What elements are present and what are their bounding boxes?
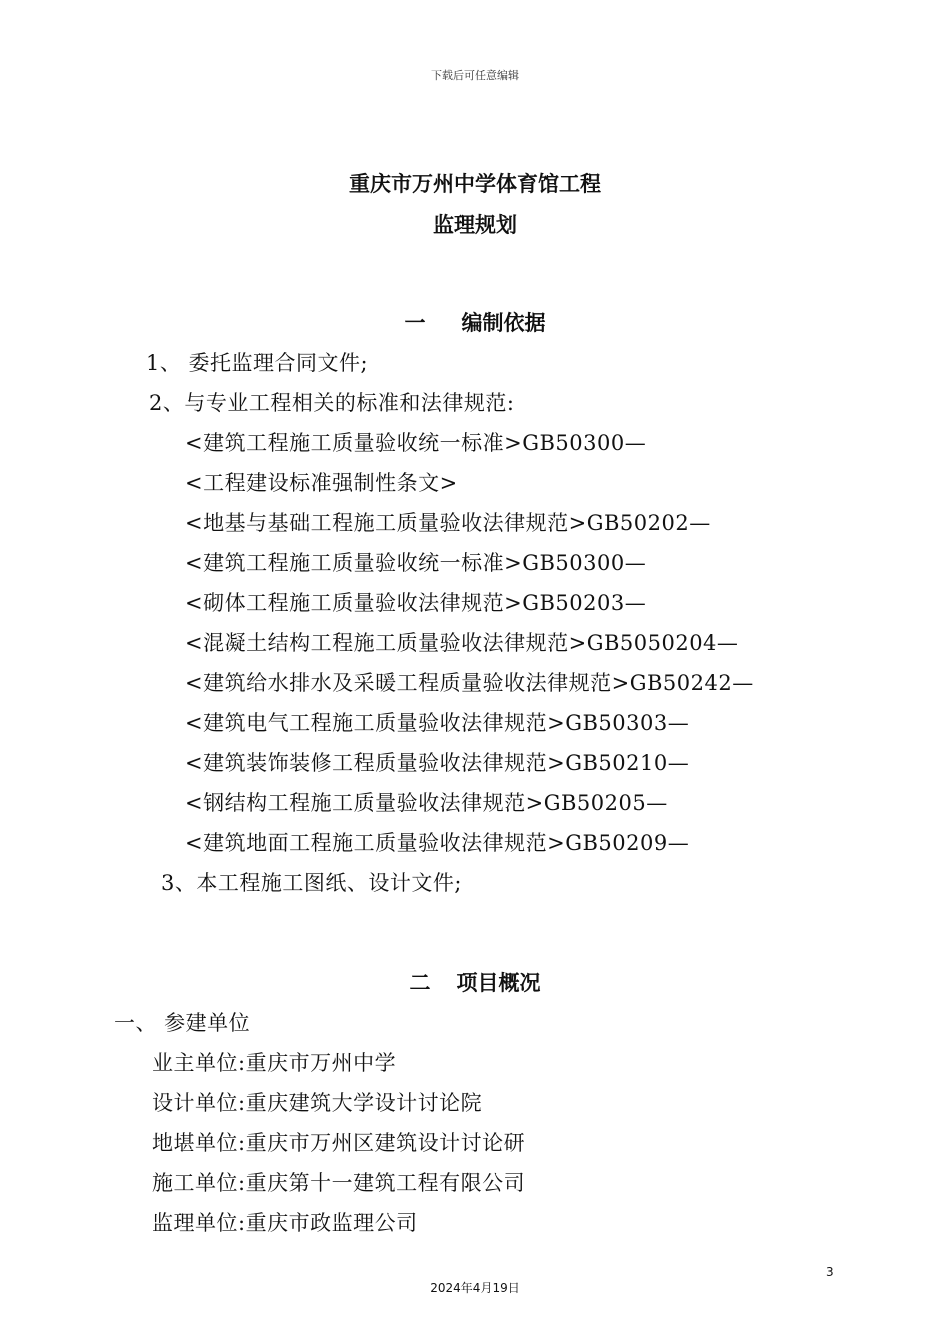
standard-item: <钢结构工程施工质量验收法律规范>GB50205— xyxy=(185,791,668,815)
header-note: 下载后可任意编辑 xyxy=(431,69,519,82)
basis-item: 2、与专业工程相关的标准和法律规范: xyxy=(149,391,515,415)
document-subtitle: 监理规划 xyxy=(433,213,517,237)
standard-item: <建筑电气工程施工质量验收法律规范>GB50303— xyxy=(185,711,690,735)
unit-item: 地堪单位:重庆市万州区建筑设计讨论研 xyxy=(152,1131,526,1155)
standard-item: <建筑给水排水及采暖工程质量验收法律规范>GB50242— xyxy=(185,671,754,695)
standard-item: <建筑工程施工质量验收统一标准>GB50300— xyxy=(185,551,647,575)
document-title: 重庆市万州中学体育馆工程 xyxy=(349,172,601,196)
standard-item: <工程建设标准强制性条文> xyxy=(185,471,458,495)
standard-item: <地基与基础工程施工质量验收法律规范>GB50202— xyxy=(185,511,711,535)
footer-date: 2024年4月19日 xyxy=(430,1281,520,1295)
standard-item: <混凝土结构工程施工质量验收法律规范>GB5050204— xyxy=(185,631,739,655)
basis-item: 3、本工程施工图纸、设计文件; xyxy=(161,871,462,895)
section-2-title: 项目概况 xyxy=(456,971,541,995)
standard-item: <建筑装饰装修工程质量验收法律规范>GB50210— xyxy=(185,751,690,775)
unit-item: 施工单位:重庆第十一建筑工程有限公司 xyxy=(152,1171,526,1195)
unit-item: 监理单位:重庆市政监理公司 xyxy=(152,1211,418,1235)
unit-item: 设计单位:重庆建筑大学设计讨论院 xyxy=(152,1091,483,1115)
standard-item: <建筑地面工程施工质量验收法律规范>GB50209— xyxy=(185,831,690,855)
page-number: 3 xyxy=(826,1265,834,1279)
section-2-number: 二 xyxy=(409,971,431,995)
section-1-heading xyxy=(0,307,950,337)
standard-item: <建筑工程施工质量验收统一标准>GB50300— xyxy=(185,431,647,455)
standard-item: <砌体工程施工质量验收法律规范>GB50203— xyxy=(185,591,647,615)
section-1-number: 一 xyxy=(404,311,426,335)
sub-heading: 一、 参建单位 xyxy=(114,1011,251,1035)
section-2-heading xyxy=(0,967,950,997)
section-1-title: 编制依据 xyxy=(461,311,546,335)
unit-item: 业主单位:重庆市万州中学 xyxy=(152,1051,397,1075)
basis-item: 1、 委托监理合同文件; xyxy=(146,351,369,375)
